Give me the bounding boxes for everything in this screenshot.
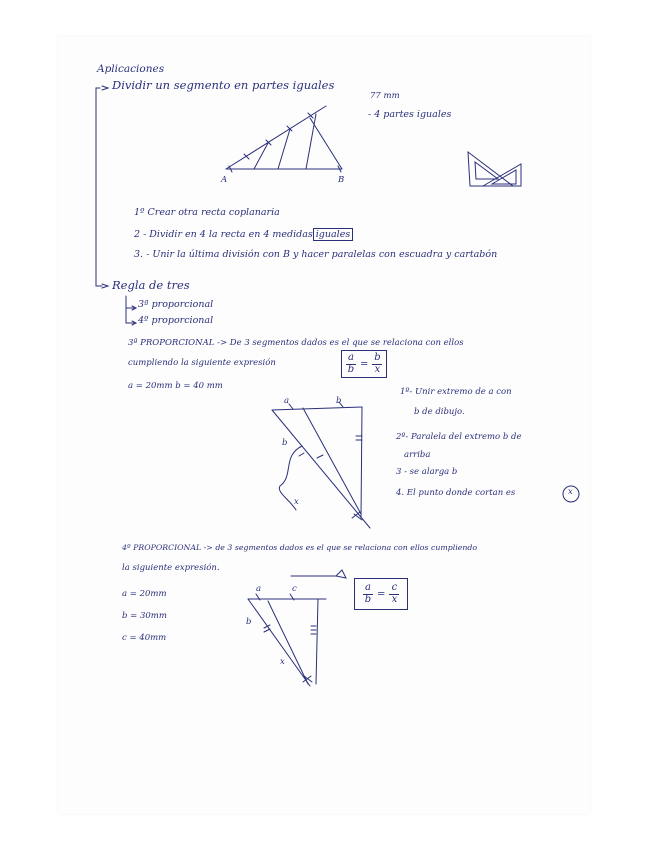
third-prop-values: a = 20mm b = 40 mm [128,381,223,391]
section-title-rule-of-three: Regla de tres [112,278,190,292]
point-a-label: A [221,175,228,185]
note-parts: - 4 partes iguales [368,109,452,120]
fraction4-den-b: b [364,593,372,605]
fourth-prop-line1: 4º PROPORCIONAL -> de 3 segmentos dados es el que se relaciona con ellos cumpliendo [122,543,478,552]
segment-division-diagram [226,106,342,172]
fourth-value-b: b = 30mm [122,611,167,621]
step-1: 1º Crear otra recta coplanaria [134,207,280,218]
note-length: 77 mm [370,91,400,101]
circled-answer: x [568,487,573,497]
fourth-label-x: x [280,657,285,667]
third-step-2b: arriba [404,450,431,460]
drawings [58,36,590,814]
fraction-den-x: x [374,363,381,375]
diagram-label-x: x [294,497,299,507]
set-square-sketch [468,152,521,186]
fourth-prop-fraction: a b = c x [354,578,408,610]
fourth-label-b: b [246,617,252,627]
third-step-1: 1º- Unir extremo de a con [400,387,512,397]
fourth-label-a: a [256,584,262,594]
sub-fourth-proportional: 4º proporcional [138,315,214,326]
third-step-1b: b de dibujo. [414,407,465,417]
fourth-value-c: c = 40mm [122,633,167,643]
diagram-label-b: b [336,396,342,406]
step-2-text: 2 - Dividir en 4 la recta en 4 medidas [134,229,313,240]
third-step-3: 3 - se alarga b [396,467,458,477]
fourth-value-a: a = 20mm [122,589,167,599]
fraction4-num-c: c [391,582,398,593]
third-step-4: 4. El punto donde cortan es [396,488,516,498]
diagram-label-b-side: b [282,438,288,448]
section-title-divide-segment: Dividir un segmento en partes iguales [112,78,335,92]
page-heading: Aplicaciones [97,63,165,75]
fraction4-den-x: x [391,593,398,605]
point-b-label: B [338,175,345,185]
fraction-num-a: a [348,352,354,363]
third-prop-line1: 3ª PROPORCIONAL -> De 3 segmentos dados es el que se relaciona con ellos [128,338,464,348]
fourth-prop-line2: la siguiente expresión. [122,563,220,573]
fraction-num-b: b [374,352,381,363]
fourth-proportional-diagram [248,570,346,686]
fraction-den-b: b [347,363,355,375]
third-step-2: 2º- Paralela del extremo b de [396,432,522,442]
step-2 [134,230,353,240]
sub-third-proportional: 3ª proporcional [138,299,214,310]
third-prop-line2: cumpliendo la siguiente expresión [128,358,276,368]
fourth-label-c: c [292,584,297,594]
fraction4-num-a: a [365,582,371,593]
boxed-word: iguales [313,228,353,241]
third-prop-fraction: a b = b x [341,350,387,378]
third-proportional-diagram [272,402,370,528]
diagram-label-a: a [284,396,290,406]
step-3: 3. - Unir la última división con B y hacer paralelas con escuadra y cartabón [134,249,498,260]
notebook-page [58,36,590,814]
section-bracket [96,88,102,286]
